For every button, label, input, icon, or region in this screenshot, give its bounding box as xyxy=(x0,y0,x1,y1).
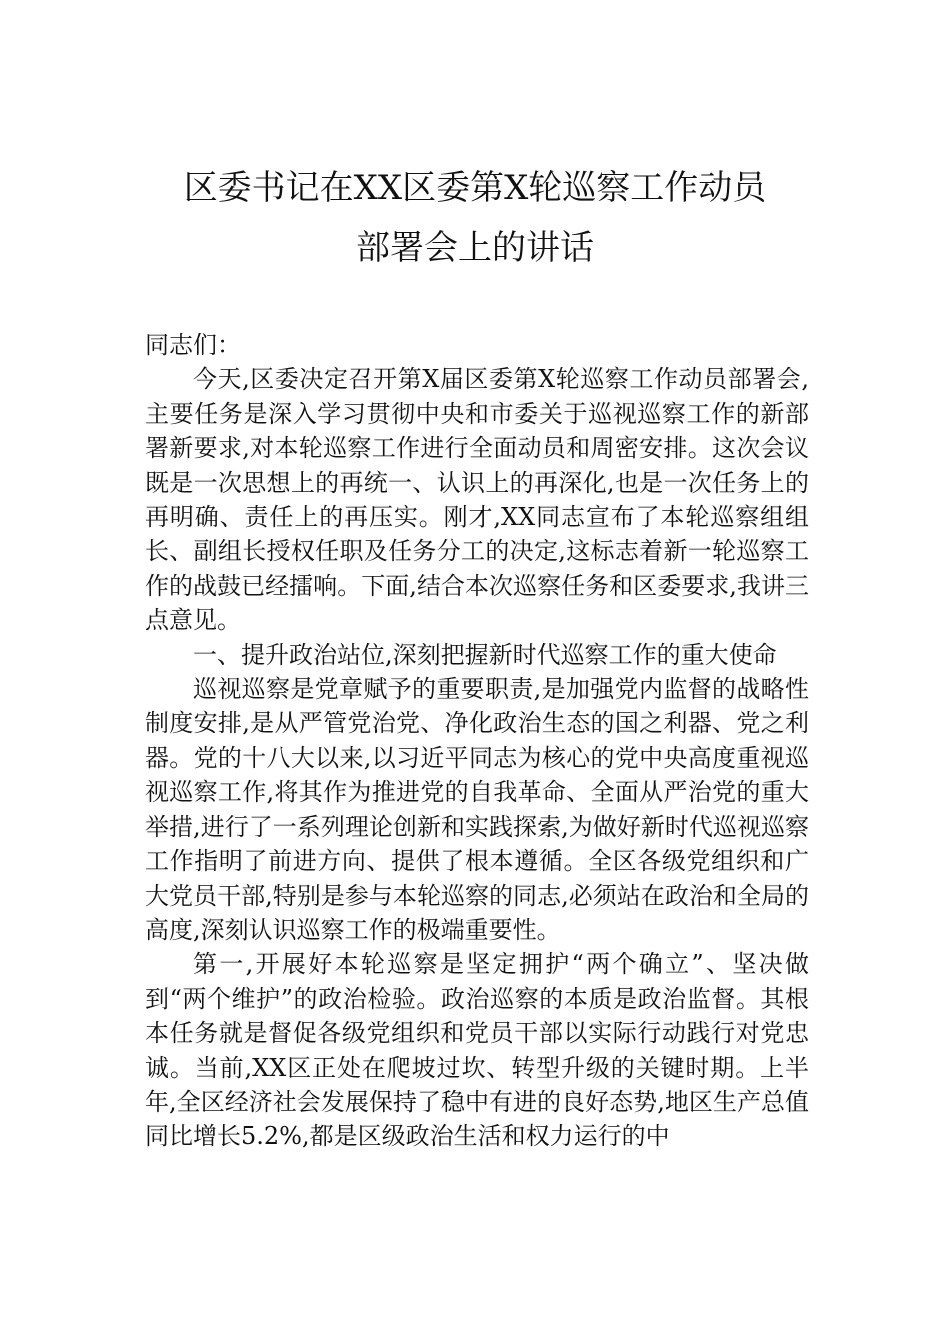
paragraph-intro: 今天,区委决定召开第X届区委第X轮巡察工作动员部署会,主要任务是深入学习贯彻中央和市委关于巡视巡察工作的新部署新要求,对本轮巡察工作进行全面动员和周密安排。这次会议既是一次思想上的再统一、认识上的再深化,也是一次任务上的再明确、责任上的再压实。刚才,XX同志宣布了本轮巡察组组长、副组长授权任职及任务分工的决定,这标志着新一轮巡察工作的战鼓已经擂响。下面,结合本次巡察任务和区委要求,我讲三点意见。 xyxy=(145,365,809,635)
document-body xyxy=(145,328,809,1154)
title-line-2: 部署会上的讲话 xyxy=(356,228,594,268)
section-heading-1: 一、提升政治站位,深刻把握新时代巡察工作的重大使命 xyxy=(193,640,777,669)
paragraph-first-point: 第一,开展好本轮巡察是坚定拥护“两个确立”、坚决做到“两个维护”的政治检验。政治巡察的本质是政治监督。其根本任务就是督促各级党组织和党员干部以实际行动践行对党忠诚。当前,XX区正处在爬坡过坎、转型升级的关键时期。上半年,全区经济社会发展保持了稳中有进的良好态势,地区生产总值同比增长5.2%,都是区级政治生活和权力运行的中 xyxy=(145,950,809,1151)
title-line-1: 区委书记在XX区委第X轮巡察工作动员 xyxy=(183,168,767,208)
paragraph-mission: 巡视巡察是党章赋予的重要职责,是加强党内监督的战略性制度安排,是从严管党治党、净化政治生态的国之利器、党之利器。党的十八大以来,以习近平同志为核心的党中央高度重视巡视巡察工作,将其作为推进党的自我革命、全面从严治党的重大举措,进行了一系列理论创新和实践探索,为做好新时代巡视巡察工作指明了前进方向、提供了根本遵循。全区各级党组织和广大党员干部,特别是参与本轮巡察的同志,必须站在政治和全局的高度,深刻认识巡察工作的极端重要性。 xyxy=(145,675,809,944)
salutation: 同志们： xyxy=(145,331,241,359)
document-title xyxy=(145,158,805,278)
